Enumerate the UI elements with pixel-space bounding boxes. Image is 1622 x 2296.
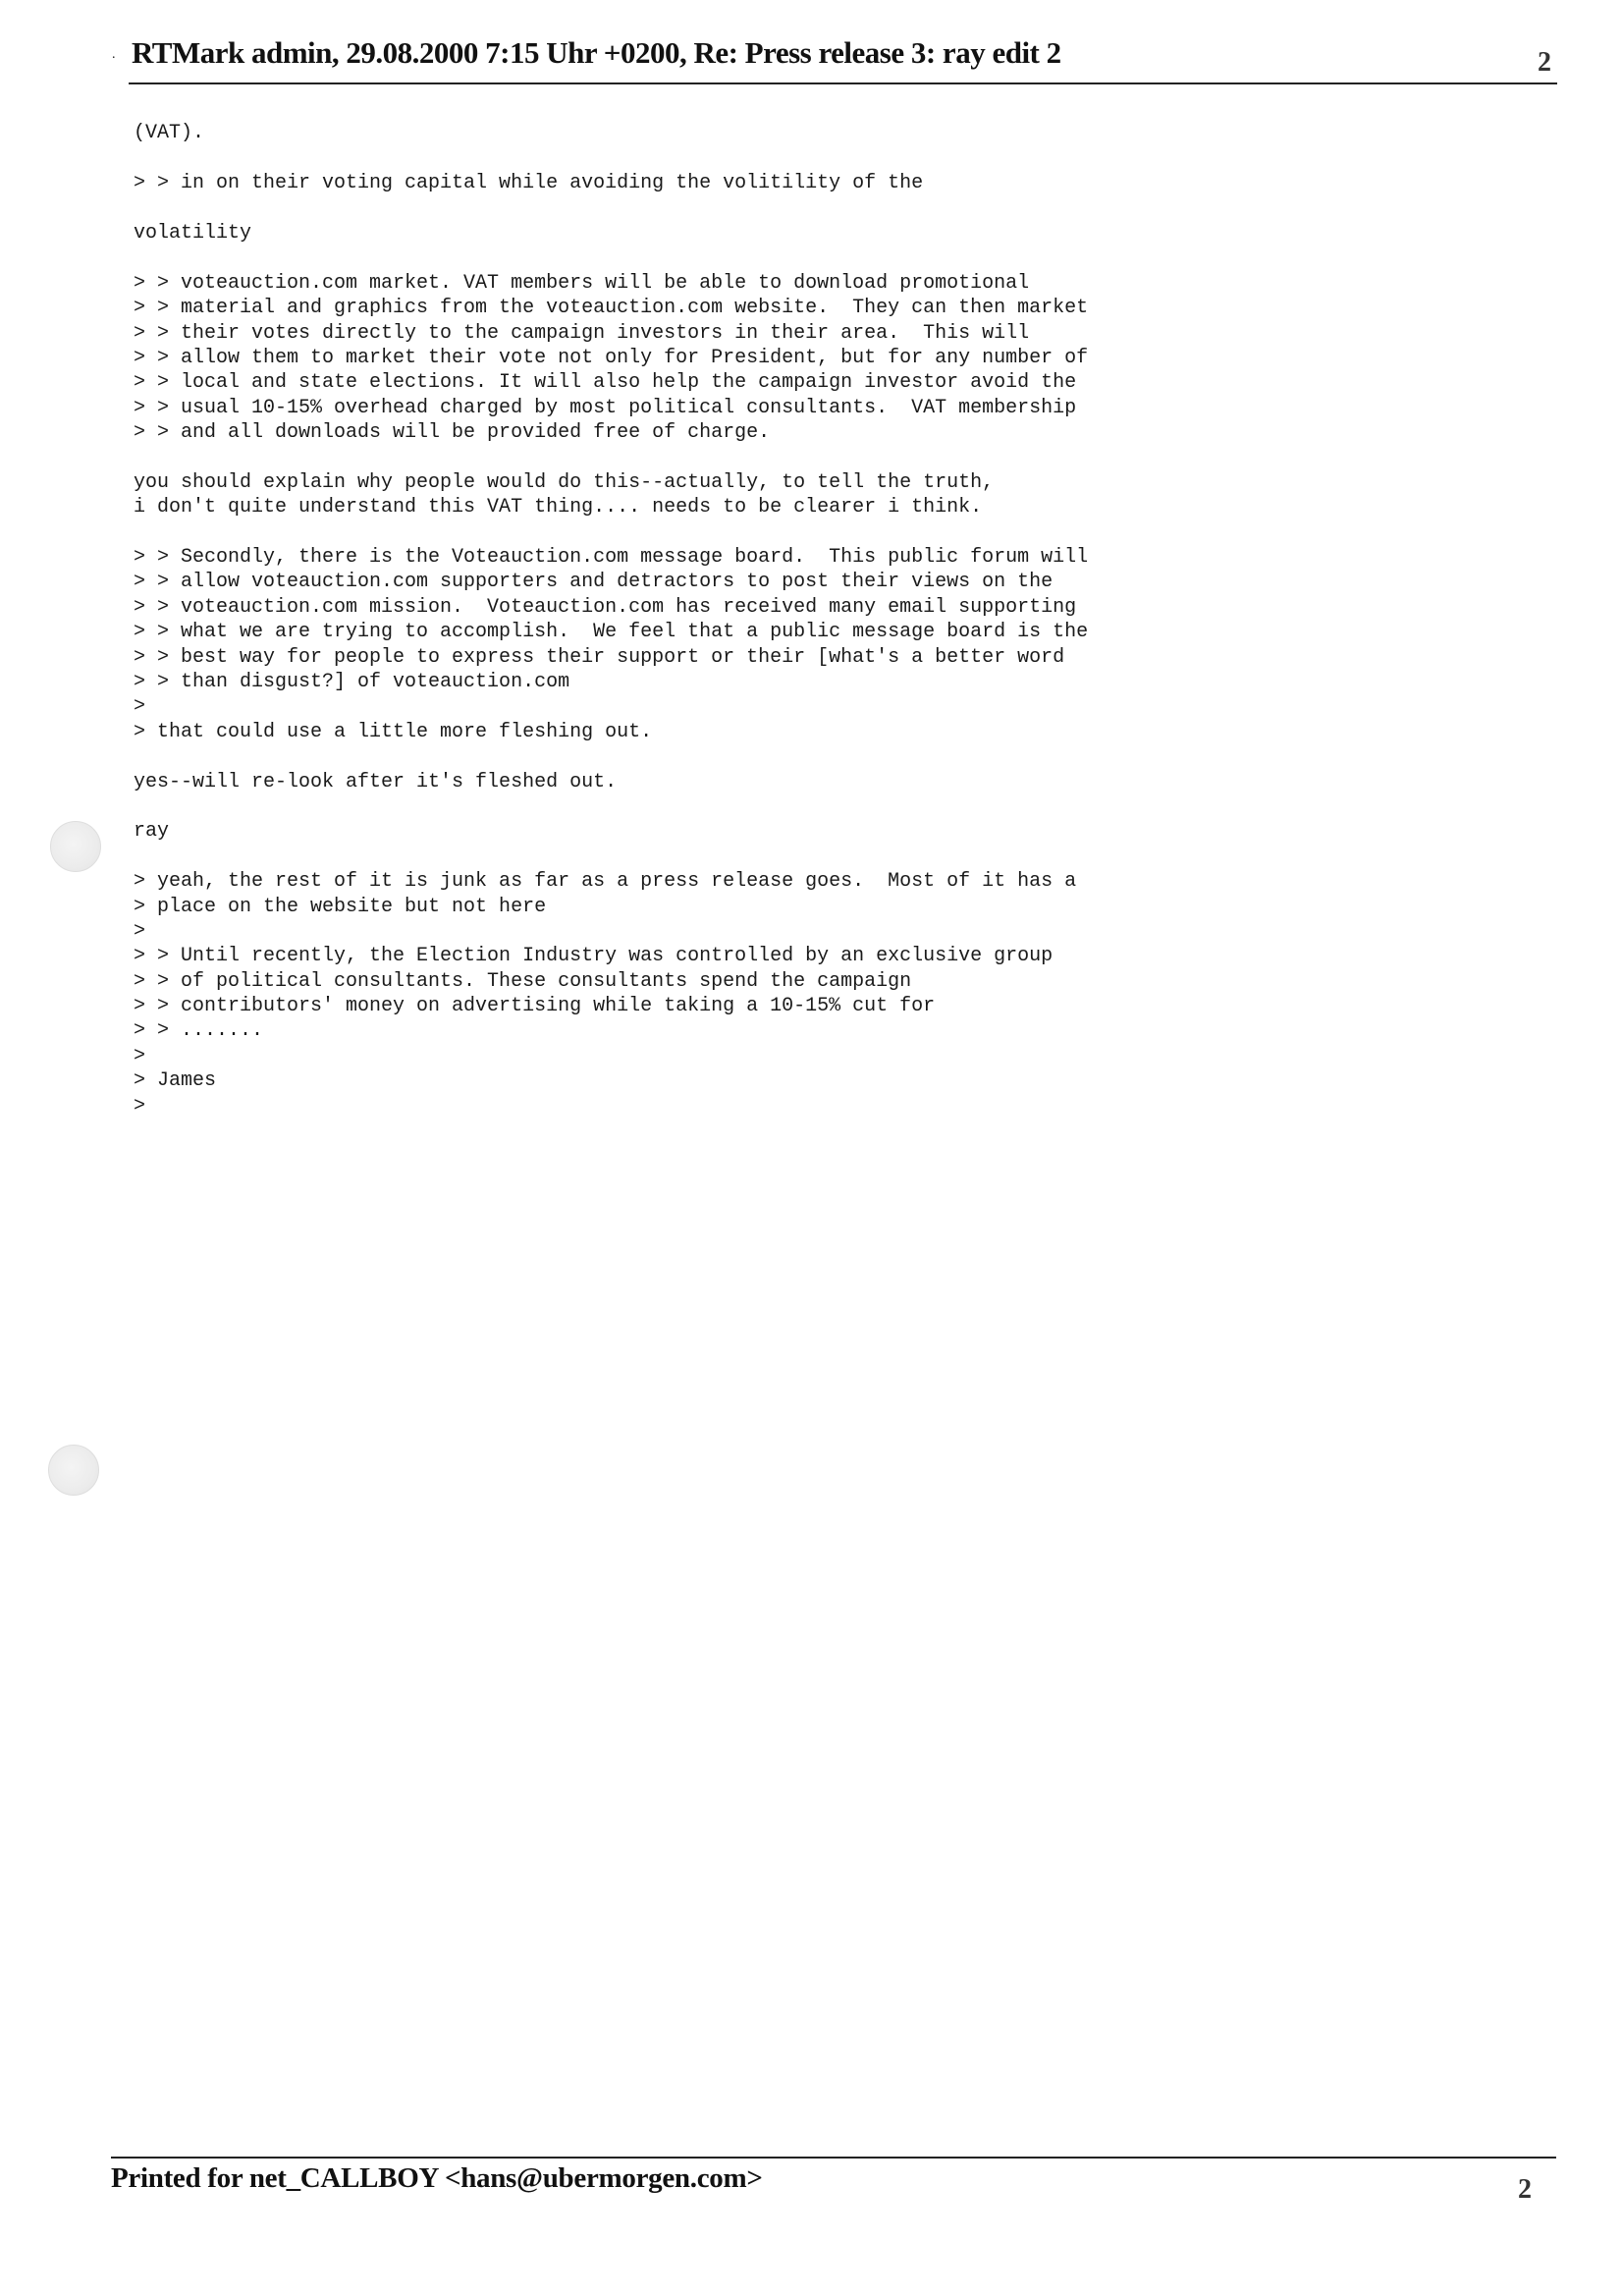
footer-rule: [111, 2157, 1556, 2159]
body-line: [134, 196, 1214, 221]
body-line: > > local and state elections. It will also help the campaign investor avoid the: [134, 371, 1077, 395]
punch-hole-icon: [50, 821, 101, 872]
printed-for-footer: Printed for net_CALLBOY <hans@ubermorgen.com>: [111, 2162, 763, 2194]
body-line: > > and all downloads will be provided free of charge.: [134, 421, 771, 445]
body-line: > place on the website but not here: [134, 895, 547, 918]
body-line: i don't quite understand this VAT thing.... needs to be clearer i think.: [134, 496, 983, 519]
body-line: > > their votes directly to the campaign investors in their area. This will: [134, 321, 1030, 345]
body-line: volatility: [134, 221, 252, 245]
body-line: > > allow them to market their vote not only for President, but for any number of: [134, 346, 1089, 369]
body-line: >: [134, 1044, 146, 1067]
body-line: > > of political consultants. These consultants spend the campaign: [134, 969, 912, 993]
body-line: > > Until recently, the Election Industry was controlled by an exclusive group: [134, 945, 1054, 968]
body-line: > > in on their voting capital while avoiding the volitility of the: [134, 172, 924, 195]
body-line: > > usual 10-15% overhead charged by most political consultants. VAT membership: [134, 396, 1077, 419]
body-line: [134, 96, 1214, 121]
email-body: [134, 96, 1214, 1119]
body-line: you should explain why people would do this--actually, to tell the truth,: [134, 470, 995, 494]
body-line: > > than disgust?] of voteauction.com: [134, 670, 570, 693]
punch-hole-icon: [48, 1445, 99, 1496]
body-line: [134, 246, 1214, 270]
body-line: (VAT).: [134, 122, 205, 145]
body-line: > that could use a little more fleshing out.: [134, 720, 653, 743]
body-line: > > Secondly, there is the Voteauction.com message board. This public forum will: [134, 546, 1089, 570]
body-line: >: [134, 919, 146, 943]
body-line: [134, 520, 1214, 545]
body-line: [134, 794, 1214, 819]
body-line: [134, 146, 1214, 171]
page-number-top: 2: [1538, 47, 1551, 78]
body-line: > > .......: [134, 1019, 264, 1043]
body-line: > > voteauction.com mission. Voteauction.com has received many email supporting: [134, 595, 1077, 619]
body-line: [134, 744, 1214, 769]
body-line: > > material and graphics from the voteauction.com website. They can then market: [134, 297, 1089, 320]
page-number-bottom: 2: [1518, 2174, 1532, 2205]
body-line: >: [134, 1094, 146, 1118]
body-line: [134, 445, 1214, 469]
scan-mark: .: [112, 47, 116, 62]
body-line: ray: [134, 820, 170, 844]
body-line: yes--will re-look after it's fleshed out.: [134, 770, 618, 793]
body-line: > > what we are trying to accomplish. We feel that a public message board is the: [134, 621, 1089, 644]
header-rule: [129, 82, 1557, 84]
body-line: >: [134, 695, 146, 719]
body-line: > yeah, the rest of it is junk as far as a press release goes. Most of it has a: [134, 870, 1077, 894]
body-line: > > allow voteauction.com supporters and detractors to post their views on the: [134, 571, 1054, 594]
body-line: > > best way for people to express their support or their [what's a better word: [134, 645, 1065, 669]
body-line: > > voteauction.com market. VAT members will be able to download promotional: [134, 271, 1030, 295]
email-header-title: RTMark admin, 29.08.2000 7:15 Uhr +0200, Re: Press release 3: ray edit 2: [132, 35, 1061, 70]
body-line: > > contributors' money on advertising while taking a 10-15% cut for: [134, 995, 936, 1018]
body-line: [134, 845, 1214, 869]
body-line: > James: [134, 1069, 217, 1093]
